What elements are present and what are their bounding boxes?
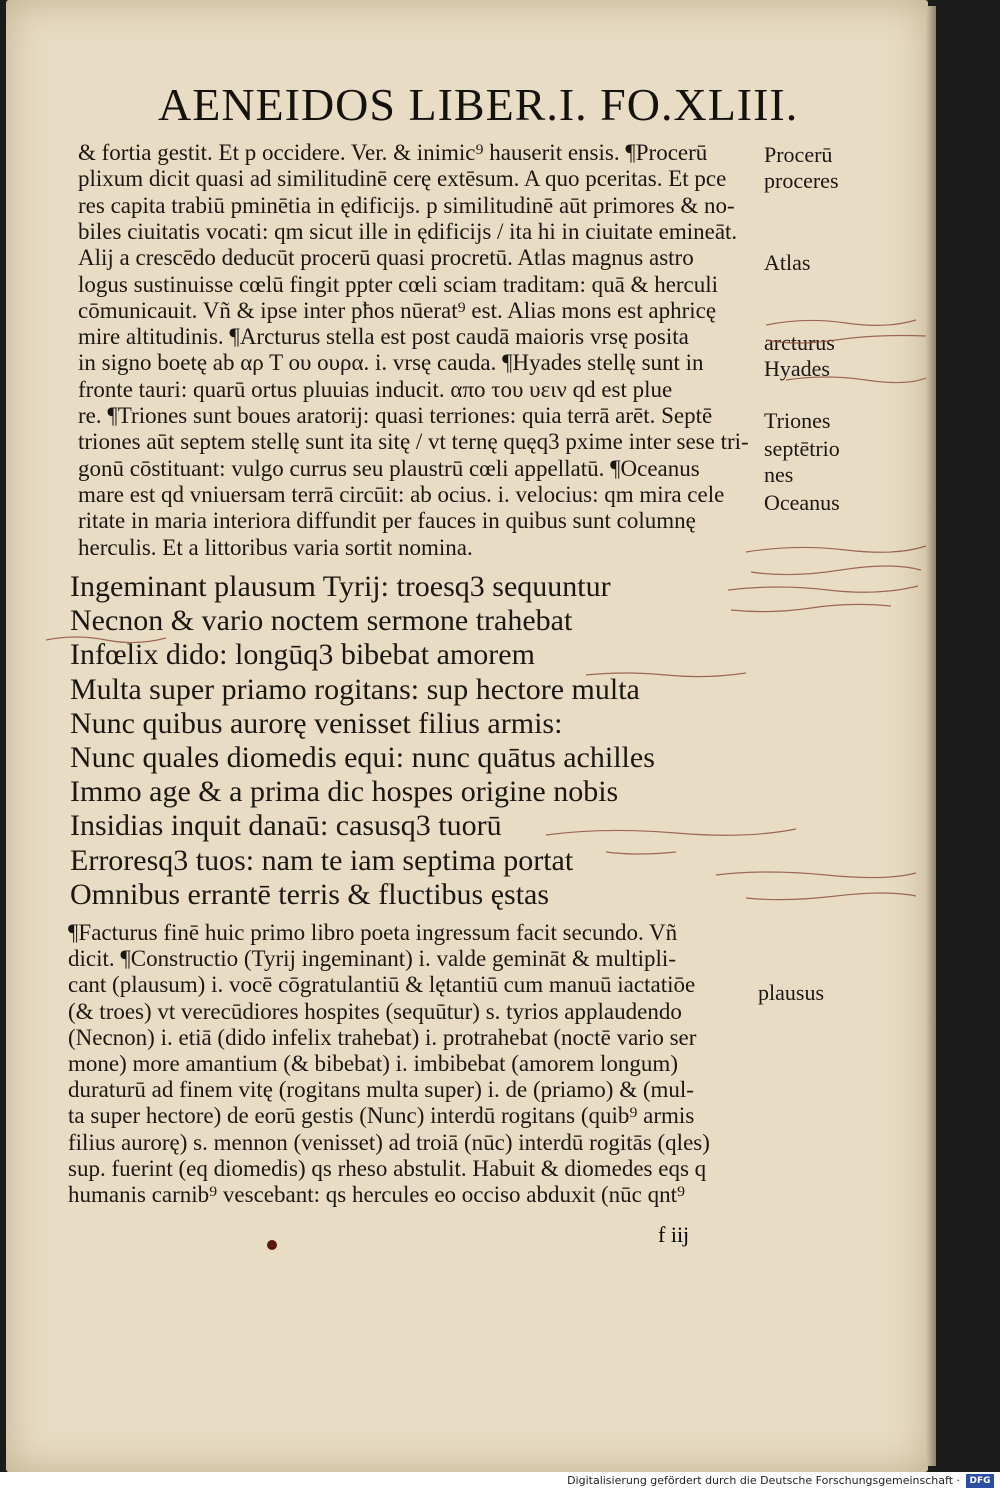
ink-dot [267,1240,277,1250]
margin-note: nes [764,462,794,487]
margin-note: proceres [764,168,839,193]
commentary-line: dicit. ¶Constructio (Tyrij ingeminant) i. valde gemināt & multipli- [68,946,676,972]
commentary-line: filius aurorę) s. mennon (venisset) ad troiā (nūc) interdū rogitās (qles) [68,1129,710,1155]
verse-line: Insidias inquit danaū: casusq3 tuorū [70,809,502,843]
commentary-line: logus sustinuisse cœlū fingit ppter cœli sciam traditam: quā & herculi [78,271,719,297]
commentary-line: ritate in maria interiora diffundit per fauces in quibus sunt columnę [78,508,696,534]
margin-note: Triones [764,408,831,433]
running-header: AENEIDOS LIBER.I. FO.XLIII. [158,79,799,130]
commentary-line: (& troes) vt verecūdiores hospites (sequūtur) s. tyrios applaudendo [68,998,682,1024]
footer-bar [0,1472,1000,1491]
margin-note: Hyades [764,356,830,381]
commentary-line: cant (plausum) i. vocē cōgratulantiū & lętantiū cum manuū iactatiōe [68,972,696,998]
commentary-line: (Necnon) i. etiā (dido infelix trahebat) i. protrahebat (noctē vario ser [68,1024,697,1050]
handwritten-marginalia [6,0,928,1472]
commentary-line: plixum dicit quasi ad similitudinē cerę extēsum. A quo pceritas. Et pce [78,166,727,192]
commentary-line: ta super hectore) de eorū gestis (Nunc) interdū rogitans (quib⁹ armis [68,1103,695,1129]
margin-note: Oceanus [764,490,840,515]
margin-note: Procerū [764,142,833,167]
commentary-line: herculis. Et a littoribus varia sortit nomina. [78,534,473,560]
margin-note: arcturus [764,330,835,355]
commentary-line: triones aūt septem stellę sunt ita sitę / vt ternę quęq3 pxime inter sese tri- [78,429,749,455]
commentary-line: mone) more amantium (& bibebat) i. imbibebat (amorem longum) [68,1051,678,1076]
commentary-line: sup. fuerint (eq diomedis) qs rheso abstulit. Habuit & diomedes eqs q [68,1155,707,1181]
commentary-line: mire altitudinis. ¶Arcturus stella est post caudā maioris vrsę posita [78,324,689,350]
page-edge [926,6,936,1466]
signature-mark: f iij [658,1222,690,1247]
commentary-line: biles ciuitatis vocati: qm sicut ille in ędificijs / ita hi in ciuitate emineāt. [78,218,738,244]
funding-credit: Digitalisierung gefördert durch die Deutsche Forschungsgemeinschaft · [567,1474,960,1487]
verse-line: Erroresq3 tuos: nam te iam septima portat [70,843,574,877]
margin-note: septētrio [764,436,840,461]
commentary-line: ¶Facturus finē huic primo libro poeta ingressum facit secundo. Vñ [68,920,678,945]
verse-line: Multa super priamo rogitans: sup hectore multa [70,672,640,706]
dfg-logo: DFG [966,1474,994,1488]
verse-line: Immo age & a prima dic hospes origine nobis [70,775,619,809]
commentary-line: re. ¶Triones sunt boues aratorij: quasi terriones: quia terrā arēt. Septē [78,403,713,428]
verse-line: Nunc quales diomedis equi: nunc quātus achilles [70,741,655,774]
commentary-line: humanis carnib⁹ vescebant: qs hercules eo occiso abduxit (nūc qnt⁹ [68,1182,686,1207]
commentary-line: Alij a crescēdo deducūt procerū quasi procretū. Atlas magnus astro [78,245,694,271]
commentary-line: duraturū ad finem vitę (rogitans multa super) i. de (priamo) & (mul- [68,1077,694,1103]
verse-line: Nunc quibus aurorę venisset filius armis: [70,706,563,740]
commentary-line: & fortia gestit. Et p occidere. Ver. & inimic⁹ hauserit ensis. ¶Procerū [78,140,708,165]
verse-line: Omnibus errantē terris & fluctibus ęstas [70,877,550,911]
verse-line: Necnon & vario noctem sermone trahebat [70,604,573,638]
margin-note: Atlas [764,250,811,275]
commentary-line: in signo boetę ab αρ Τ ου ουρα. i. vrsę cauda. ¶Hyades stellę sunt in [78,350,704,376]
margin-note-plausus: plausus [758,980,824,1005]
commentary-line: fronte tauri: quarū ortus pluuias inducit. απο του υειν qd est plue [78,376,673,402]
commentary-line: mare est qd vniuersam terrā circūit: ab ocius. i. velocius: qm mira cele [78,481,725,507]
commentary-line: res capita trabiū pminētia in ędificijs. p similitudinē aūt primores & no- [78,192,735,218]
commentary-line: cōmunicauit. Vñ & ipse inter pħos nūerat⁹ est. Alias mons est aphricę [78,297,717,323]
book-page [6,0,928,1472]
verse-line: Infœlix dido: longūq3 bibebat amorem [70,638,535,672]
commentary-line: gonū cōstituant: vulgo currus seu plaustrū cœli appellatū. ¶Oceanus [78,455,700,481]
verse-line: Ingeminant plausum Tyrij: troesq3 sequuntur [70,570,611,603]
